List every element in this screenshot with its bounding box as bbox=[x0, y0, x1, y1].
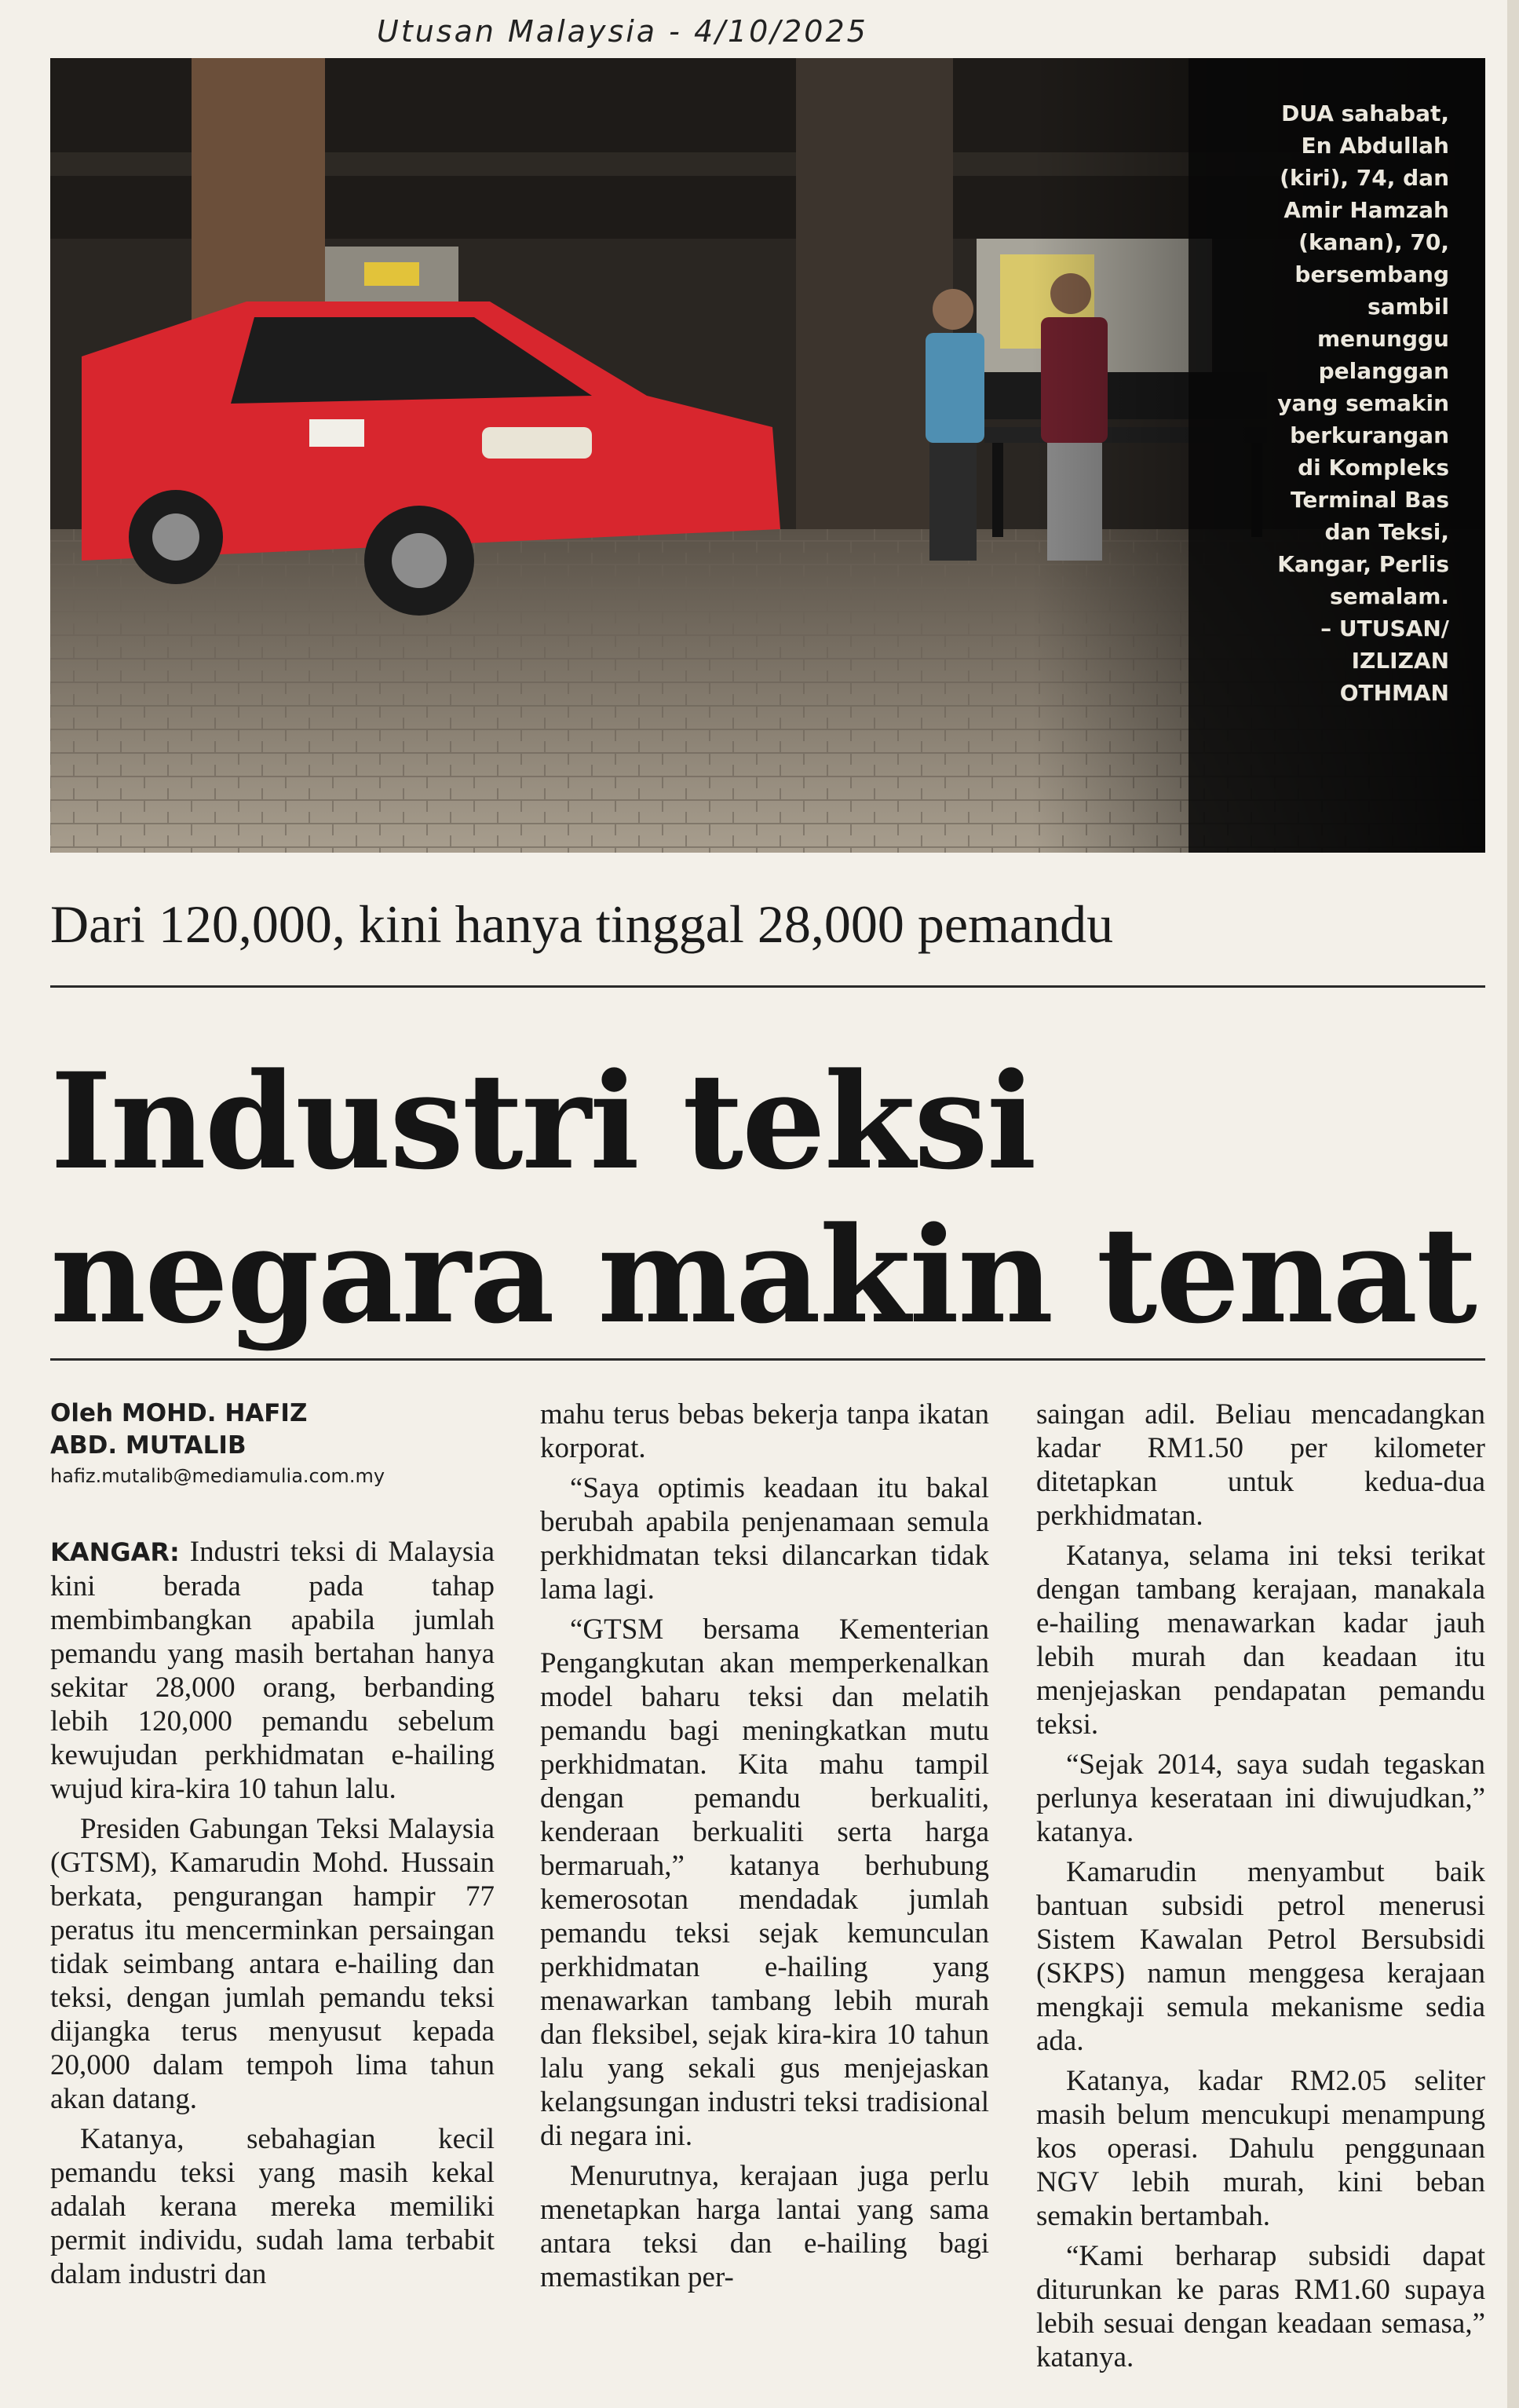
page-edge bbox=[1507, 0, 1519, 2408]
byline-name-1: Oleh MOHD. HAFIZ bbox=[50, 1399, 308, 1427]
article-column-2 bbox=[540, 1398, 989, 2300]
byline bbox=[50, 1398, 521, 1490]
paragraph: “Kami berharap subsidi dapat diturunkan ke paras RM1.60 supaya lebih sesuai dengan keadaan semasa,” katanya. bbox=[1036, 2240, 1485, 2373]
subheadline: Dari 120,000, kini hanya tinggal 28,000 pemandu bbox=[50, 894, 1114, 954]
paragraph: Presiden Gabungan Teksi Malaysia (GTSM), Kamarudin Mohd. Hussain berkata, pengurangan hampir 77 peratus itu mencerminkan persaingan tidak seimbang antara e-hailing dan teksi, dengan jumlah pemandu teksi dijangka terus menyusut kepada 20,000 dalam tempoh lima tahun akan datang. bbox=[50, 1813, 495, 2115]
paragraph: Kamarudin menyambut baik bantuan subsidi petrol menerusi Sistem Kawalan Petrol Bersubsidi (SKPS) namun menggesa kerajaan mengkaji semula mekanisme sedia ada. bbox=[1036, 1856, 1485, 2057]
paragraph: mahu terus bebas bekerja tanpa ikatan korporat. bbox=[540, 1398, 989, 1464]
author-email: hafiz.mutalib@mediamulia.com.my bbox=[50, 1465, 385, 1487]
paragraph: Katanya, sebahagian kecil pemandu teksi yang masih kekal adalah kerana mereka memiliki permit individu, sudah lama terbabit dalam industri dan bbox=[50, 2123, 495, 2290]
rule-bottom bbox=[50, 1358, 1485, 1361]
paragraph: “Sejak 2014, saya sudah tegaskan perlunya keserataan ini diwujudkan,” katanya. bbox=[1036, 1748, 1485, 1848]
byline-name-2: ABD. MUTALIB bbox=[50, 1431, 246, 1460]
paragraph: Menurutnya, kerajaan juga perlu menetapkan harga lantai yang sama antara teksi dan e-hailing bagi memastikan per- bbox=[540, 2160, 989, 2293]
photo-caption: DUA sahabat, En Abdullah (kiri), 74, dan Amir Hamzah (kanan), 70, bersembang sambil menunggu pelanggan yang semakin berkurangan di Kompleks Terminal Bas dan Teksi, Kangar, Perlis semalam. – UTUSAN/ IZLIZAN OTHMAN bbox=[1277, 100, 1449, 706]
paragraph: Katanya, kadar RM2.05 seliter masih belum mencukupi menampung kos operasi. Dahulu penggunaan NGV lebih murah, kini beban semakin bertambah. bbox=[1036, 2065, 1485, 2232]
dateline: KANGAR: bbox=[50, 1537, 180, 1567]
news-photo bbox=[50, 58, 1485, 853]
article-column-3 bbox=[1036, 1398, 1485, 2381]
headline-line-1: Industri teksi bbox=[50, 1043, 1035, 1199]
headline bbox=[50, 1043, 1476, 1353]
paragraph: “Saya optimis keadaan itu bakal berubah apabila penjenamaan semula perkhidmatan teksi dilancarkan tidak lama lagi. bbox=[540, 1472, 989, 1606]
handwritten-source-note: Utusan Malaysia - 4/10/2025 bbox=[377, 14, 868, 49]
paragraph-text: Industri teksi di Malaysia kini berada pada tahap membimbangkan apabila jumlah pemandu yang masih bertahan hanya sekitar 28,000 orang, berbanding lebih 120,000 pemandu sebelum kewujudan perkhidmatan e-hailing wujud kira-kira 10 tahun lalu. bbox=[50, 1536, 495, 1805]
paragraph: “GTSM bersama Kementerian Pengangkutan akan memperkenalkan model baharu teksi dan melatih pemandu bagi meningkatkan mutu perkhidmatan. Kita mahu tampil dengan pemandu berkualiti, kenderaan berkualiti serta harga bermaruah,” katanya berhubung kemerosotan mendadak jumlah pemandu teksi sejak kemunculan perkhidmatan e-hailing yang menawarkan tambang lebih murah dan fleksibel, sejak kira-kira 10 tahun lalu yang sekali gus menjejaskan kelangsungan industri teksi tradisional di negara ini. bbox=[540, 1613, 989, 2152]
rule-top bbox=[50, 985, 1485, 988]
paragraph bbox=[50, 1535, 495, 1806]
paragraph: saingan adil. Beliau mencadangkan kadar RM1.50 per kilometer ditetapkan untuk kedua-dua perkhidmatan. bbox=[1036, 1398, 1485, 1532]
article-column-1 bbox=[50, 1535, 495, 2297]
paragraph: Katanya, selama ini teksi terikat dengan tambang kerajaan, manakala e-hailing menawarkan kadar jauh lebih murah dan keadaan itu menjejaskan pendapatan pemandu teksi. bbox=[1036, 1540, 1485, 1741]
headline-line-2: negara makin tenat bbox=[50, 1197, 1476, 1353]
